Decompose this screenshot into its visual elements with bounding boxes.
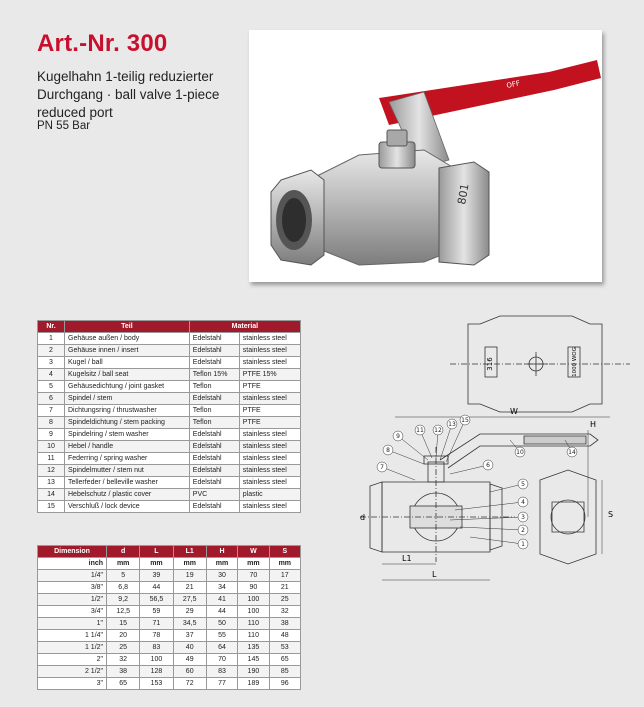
table-cell: Spindelmutter / stem nut bbox=[65, 465, 190, 477]
table-cell: 3" bbox=[38, 678, 107, 690]
table-row bbox=[38, 570, 301, 582]
dim-label-l: L bbox=[432, 570, 437, 579]
table-cell: 25 bbox=[107, 642, 140, 654]
table-cell: 11 bbox=[38, 453, 65, 465]
table-cell: 9 bbox=[38, 429, 65, 441]
product-description bbox=[37, 68, 247, 122]
table-cell: 8 bbox=[38, 417, 65, 429]
table-row bbox=[38, 453, 301, 465]
table-cell: 15 bbox=[38, 501, 65, 513]
column-header: H bbox=[206, 546, 237, 558]
table-cell: 29 bbox=[173, 606, 206, 618]
table-cell: 83 bbox=[140, 642, 173, 654]
table-row bbox=[38, 642, 301, 654]
table-cell: Tellerfeder / belleville washer bbox=[65, 477, 190, 489]
table-cell: 34 bbox=[206, 582, 237, 594]
handle-text-on: ON bbox=[502, 70, 515, 81]
column-header: Dimension bbox=[38, 546, 107, 558]
pressure-rating: PN 55 Bar bbox=[37, 120, 91, 132]
table-cell: PTFE bbox=[239, 417, 300, 429]
table-cell: Gehäuse außen / body bbox=[65, 333, 190, 345]
table-cell: 64 bbox=[206, 642, 237, 654]
table-row bbox=[38, 678, 301, 690]
table-cell: 145 bbox=[238, 654, 269, 666]
table-cell: Edelstahl bbox=[189, 333, 239, 345]
valve-cross-section bbox=[340, 312, 640, 702]
table-row bbox=[38, 405, 301, 417]
table-cell: 25 bbox=[269, 594, 300, 606]
table-cell: 100 bbox=[140, 654, 173, 666]
table-cell: 128 bbox=[140, 666, 173, 678]
callout-number: 4 bbox=[521, 499, 525, 506]
table-cell: 1 1/2" bbox=[38, 642, 107, 654]
table-cell: 59 bbox=[140, 606, 173, 618]
callout-number: 12 bbox=[434, 427, 442, 434]
table-cell: 153 bbox=[140, 678, 173, 690]
table-row bbox=[38, 630, 301, 642]
table-row bbox=[38, 489, 301, 501]
table-cell: 34,5 bbox=[173, 618, 206, 630]
table-cell: 2" bbox=[38, 654, 107, 666]
table-cell: 2 1/2" bbox=[38, 666, 107, 678]
table-cell: stainless steel bbox=[239, 465, 300, 477]
table-cell: 17 bbox=[269, 570, 300, 582]
table-cell: 9,2 bbox=[107, 594, 140, 606]
table-cell: 90 bbox=[238, 582, 269, 594]
dim-label-s: S bbox=[608, 510, 614, 519]
table-cell: 1 1/4" bbox=[38, 630, 107, 642]
table-cell: 3/4" bbox=[38, 606, 107, 618]
table-cell: stainless steel bbox=[239, 441, 300, 453]
table-row bbox=[38, 345, 301, 357]
unit-cell: inch bbox=[38, 558, 107, 570]
table-cell: 71 bbox=[140, 618, 173, 630]
table-cell: 4 bbox=[38, 369, 65, 381]
table-cell: 38 bbox=[269, 618, 300, 630]
table-cell: 15 bbox=[107, 618, 140, 630]
table-cell: Gehäusedichtung / joint gasket bbox=[65, 381, 190, 393]
table-cell: 78 bbox=[140, 630, 173, 642]
table-cell: 65 bbox=[107, 678, 140, 690]
description-line: Durchgang · ball valve 1-piece bbox=[37, 87, 220, 102]
table-cell: Edelstahl bbox=[189, 477, 239, 489]
table-cell: 40 bbox=[173, 642, 206, 654]
table-cell: 190 bbox=[238, 666, 269, 678]
table-cell: 12 bbox=[38, 465, 65, 477]
handle-text-off: OFF bbox=[505, 79, 521, 90]
table-cell: 189 bbox=[238, 678, 269, 690]
table-row bbox=[38, 594, 301, 606]
pressure-marking: 1000 WOG bbox=[572, 347, 578, 377]
table-cell: 32 bbox=[107, 654, 140, 666]
table-cell: 14 bbox=[38, 489, 65, 501]
column-header: W bbox=[238, 546, 269, 558]
table-row bbox=[38, 654, 301, 666]
table-cell: Federring / spring washer bbox=[65, 453, 190, 465]
table-cell: PVC bbox=[189, 489, 239, 501]
callout-number: 2 bbox=[521, 527, 525, 534]
table-cell: 30 bbox=[206, 570, 237, 582]
table-row bbox=[38, 357, 301, 369]
unit-cell: mm bbox=[238, 558, 269, 570]
callout-number: 7 bbox=[380, 464, 384, 471]
table-cell: Teflon bbox=[189, 417, 239, 429]
callout-number: 1 bbox=[521, 541, 525, 548]
table-cell: 85 bbox=[269, 666, 300, 678]
table-row bbox=[38, 666, 301, 678]
top-view bbox=[450, 316, 630, 412]
callout-number: 5 bbox=[521, 481, 525, 488]
table-cell: PTFE bbox=[239, 405, 300, 417]
table-cell: 39 bbox=[140, 570, 173, 582]
table-cell: stainless steel bbox=[239, 333, 300, 345]
table-row bbox=[38, 381, 301, 393]
column-header: S bbox=[269, 546, 300, 558]
table-cell: Verschluß / lock device bbox=[65, 501, 190, 513]
table-row bbox=[38, 429, 301, 441]
unit-cell: mm bbox=[107, 558, 140, 570]
table-cell: 110 bbox=[238, 618, 269, 630]
table-cell: Edelstahl bbox=[189, 453, 239, 465]
material-marking: 316 bbox=[486, 357, 494, 371]
callout-number: 13 bbox=[448, 421, 456, 428]
table-cell: 72 bbox=[173, 678, 206, 690]
callout-number: 11 bbox=[416, 427, 424, 434]
table-cell: 32 bbox=[269, 606, 300, 618]
table-cell: 49 bbox=[173, 654, 206, 666]
page-title: Art.-Nr. 300 bbox=[37, 30, 168, 57]
parts-table bbox=[37, 320, 301, 513]
table-cell: 6 bbox=[38, 393, 65, 405]
table-cell: Edelstahl bbox=[189, 441, 239, 453]
table-cell: Spindel / stem bbox=[65, 393, 190, 405]
unit-cell: mm bbox=[140, 558, 173, 570]
table-cell: 21 bbox=[173, 582, 206, 594]
table-cell: 1/4" bbox=[38, 570, 107, 582]
table-cell: stainless steel bbox=[239, 429, 300, 441]
table-cell: Gehäuse innen / insert bbox=[65, 345, 190, 357]
table-cell: 55 bbox=[206, 630, 237, 642]
table-row bbox=[38, 582, 301, 594]
table-cell: 3/8" bbox=[38, 582, 107, 594]
column-header: L bbox=[140, 546, 173, 558]
table-row bbox=[38, 606, 301, 618]
table-cell: 1 bbox=[38, 333, 65, 345]
table-row bbox=[38, 369, 301, 381]
table-cell: 3 bbox=[38, 357, 65, 369]
callout-number: 8 bbox=[386, 447, 390, 454]
table-cell: 10 bbox=[38, 441, 65, 453]
table-cell: 13 bbox=[38, 477, 65, 489]
table-row bbox=[38, 333, 301, 345]
table-cell: 7 bbox=[38, 405, 65, 417]
table-cell: stainless steel bbox=[239, 477, 300, 489]
table-row bbox=[38, 501, 301, 513]
callout-number: 9 bbox=[396, 433, 400, 440]
table-cell: Edelstahl bbox=[189, 465, 239, 477]
callout-number: 6 bbox=[486, 462, 490, 469]
table-cell: 38 bbox=[107, 666, 140, 678]
table-cell: 20 bbox=[107, 630, 140, 642]
table-cell: Spindelring / stem washer bbox=[65, 429, 190, 441]
side-view bbox=[360, 434, 598, 564]
table-cell: 2 bbox=[38, 345, 65, 357]
table-cell: 1/2" bbox=[38, 594, 107, 606]
table-cell: Hebel / handle bbox=[65, 441, 190, 453]
table-row bbox=[38, 441, 301, 453]
table-row bbox=[38, 477, 301, 489]
table-cell: 50 bbox=[206, 618, 237, 630]
dim-label-h: H bbox=[590, 420, 597, 429]
description-line: reduced port bbox=[37, 105, 113, 120]
callout-number: 14 bbox=[568, 449, 576, 456]
unit-row bbox=[38, 558, 301, 570]
column-header: Material bbox=[189, 321, 300, 333]
table-cell: 6,8 bbox=[107, 582, 140, 594]
table-row bbox=[38, 618, 301, 630]
table-cell: 83 bbox=[206, 666, 237, 678]
product-photo bbox=[249, 30, 602, 282]
dimensions-table bbox=[37, 545, 301, 690]
table-cell: stainless steel bbox=[239, 393, 300, 405]
dim-label-w: W bbox=[510, 407, 518, 416]
table-cell: 53 bbox=[269, 642, 300, 654]
table-cell: 44 bbox=[140, 582, 173, 594]
table-cell: stainless steel bbox=[239, 501, 300, 513]
table-cell: 65 bbox=[269, 654, 300, 666]
table-cell: 135 bbox=[238, 642, 269, 654]
body-marking: 801 bbox=[455, 182, 472, 206]
table-cell: Dichtungsring / thrustwasher bbox=[65, 405, 190, 417]
table-cell: 44 bbox=[206, 606, 237, 618]
dim-label-d: d bbox=[360, 513, 366, 522]
table-cell: Kugelsitz / ball seat bbox=[65, 369, 190, 381]
table-cell: Spindeldichtung / stem packing bbox=[65, 417, 190, 429]
table-cell: 60 bbox=[173, 666, 206, 678]
table-row bbox=[38, 417, 301, 429]
technical-drawing bbox=[340, 312, 640, 702]
table-cell: 56,5 bbox=[140, 594, 173, 606]
table-cell: Kugel / ball bbox=[65, 357, 190, 369]
table-cell: 100 bbox=[238, 606, 269, 618]
table-cell: 37 bbox=[173, 630, 206, 642]
table-cell: 77 bbox=[206, 678, 237, 690]
unit-cell: mm bbox=[269, 558, 300, 570]
unit-cell: mm bbox=[173, 558, 206, 570]
table-cell: 96 bbox=[269, 678, 300, 690]
table-cell: PTFE bbox=[239, 381, 300, 393]
table-cell: stainless steel bbox=[239, 453, 300, 465]
table-cell: plastic bbox=[239, 489, 300, 501]
table-cell: Hebelschutz / plastic cover bbox=[65, 489, 190, 501]
table-cell: stainless steel bbox=[239, 357, 300, 369]
column-header: Nr. bbox=[38, 321, 65, 333]
table-cell: Teflon bbox=[189, 405, 239, 417]
table-cell: 5 bbox=[38, 381, 65, 393]
table-cell: 1" bbox=[38, 618, 107, 630]
table-cell: Edelstahl bbox=[189, 429, 239, 441]
table-cell: 110 bbox=[238, 630, 269, 642]
table-cell: 19 bbox=[173, 570, 206, 582]
column-header: L1 bbox=[173, 546, 206, 558]
table-cell: 70 bbox=[238, 570, 269, 582]
table-cell: Teflon 15% bbox=[189, 369, 239, 381]
table-cell: PTFE 15% bbox=[239, 369, 300, 381]
description-line: Kugelhahn 1-teilig reduzierter bbox=[37, 69, 214, 84]
callout-number: 3 bbox=[521, 514, 525, 521]
table-row bbox=[38, 465, 301, 477]
table-cell: 48 bbox=[269, 630, 300, 642]
ball-valve-illustration bbox=[249, 30, 602, 282]
table-cell: 12,5 bbox=[107, 606, 140, 618]
table-cell: Edelstahl bbox=[189, 501, 239, 513]
table-cell: 100 bbox=[238, 594, 269, 606]
callout-number: 15 bbox=[461, 417, 469, 424]
column-header: d bbox=[107, 546, 140, 558]
table-cell: Edelstahl bbox=[189, 345, 239, 357]
dim-label-l1: L1 bbox=[402, 554, 412, 563]
callout-number: 10 bbox=[516, 449, 524, 456]
table-cell: 41 bbox=[206, 594, 237, 606]
table-cell: 27,5 bbox=[173, 594, 206, 606]
table-cell: Edelstahl bbox=[189, 393, 239, 405]
unit-cell: mm bbox=[206, 558, 237, 570]
table-cell: 70 bbox=[206, 654, 237, 666]
table-cell: stainless steel bbox=[239, 345, 300, 357]
table-cell: Edelstahl bbox=[189, 357, 239, 369]
column-header: Teil bbox=[65, 321, 190, 333]
table-row bbox=[38, 393, 301, 405]
table-cell: Teflon bbox=[189, 381, 239, 393]
table-cell: 5 bbox=[107, 570, 140, 582]
table-cell: 21 bbox=[269, 582, 300, 594]
